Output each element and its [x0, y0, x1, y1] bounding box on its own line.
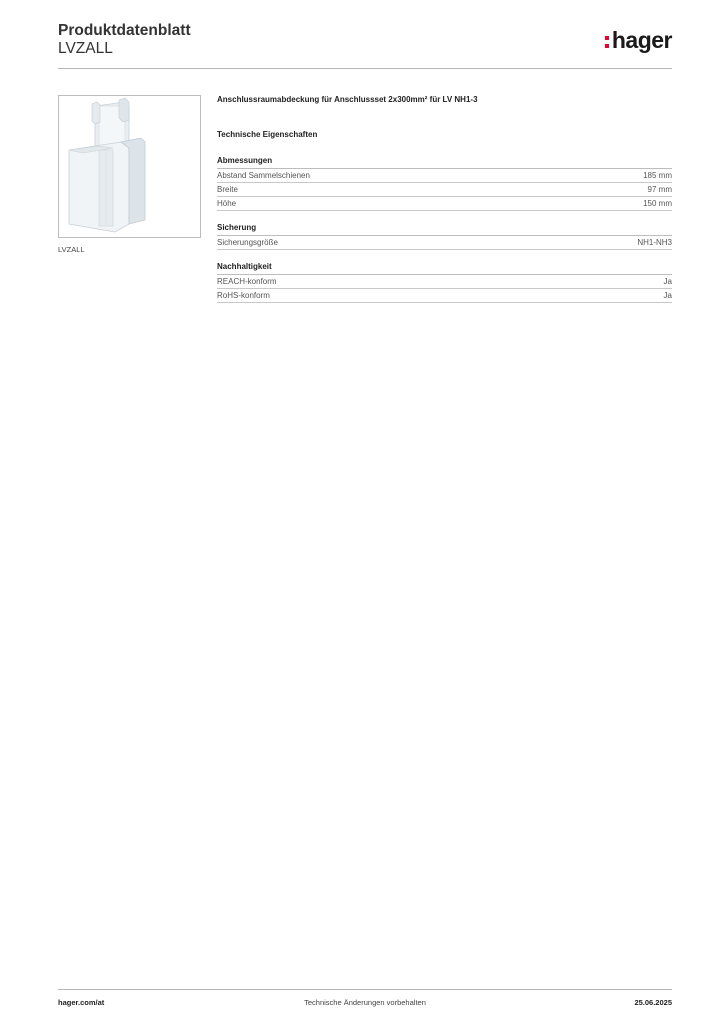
spec-row — [217, 289, 672, 303]
hager-logo — [605, 28, 672, 52]
page-title: Produktdatenblatt — [58, 22, 191, 39]
logo-colon-icon — [605, 35, 610, 49]
spec-value: 97 mm — [647, 185, 672, 194]
product-illustration-icon — [59, 96, 200, 237]
spec-label: Höhe — [217, 199, 237, 208]
spec-label: Sicherungsgröße — [217, 238, 278, 247]
spec-group-title: Nachhaltigkeit — [217, 262, 672, 275]
spec-value: Ja — [663, 277, 672, 286]
spec-group-title: Sicherung — [217, 223, 672, 236]
product-description: Anschlussraumabdeckung für Anschlussset 2x300mm² für LV NH1-3 — [217, 95, 478, 104]
product-code: LVZALL — [58, 40, 113, 57]
spec-row — [217, 236, 672, 250]
header-divider — [58, 68, 672, 69]
spec-section-heading: Technische Eigenschaften — [217, 130, 318, 139]
footer-divider — [58, 989, 672, 990]
spec-group-fuse — [217, 223, 672, 250]
spec-value: NH1-NH3 — [637, 238, 672, 247]
spec-label: Abstand Sammelschienen — [217, 171, 310, 180]
spec-row — [217, 169, 672, 183]
spec-value: 185 mm — [643, 171, 672, 180]
spec-value: 150 mm — [643, 199, 672, 208]
spec-value: Ja — [663, 291, 672, 300]
logo-text: hager — [611, 27, 672, 53]
footer-date: 25.06.2025 — [634, 998, 672, 1007]
spec-group-dimensions — [217, 156, 672, 211]
footer-website-link[interactable]: hager.com/at — [58, 998, 105, 1007]
spec-row — [217, 197, 672, 211]
spec-content — [217, 95, 672, 303]
image-caption: LVZALL — [58, 245, 85, 254]
product-image — [58, 95, 201, 238]
spec-label: Breite — [217, 185, 238, 194]
footer-notice: Technische Änderungen vorbehalten — [304, 998, 426, 1007]
spec-group-sustainability — [217, 262, 672, 303]
spec-row — [217, 275, 672, 289]
spec-row — [217, 183, 672, 197]
page-header — [58, 22, 672, 70]
spec-group-title: Abmessungen — [217, 156, 672, 169]
spec-label: REACH-konform — [217, 277, 277, 286]
spec-label: RoHS-konform — [217, 291, 270, 300]
